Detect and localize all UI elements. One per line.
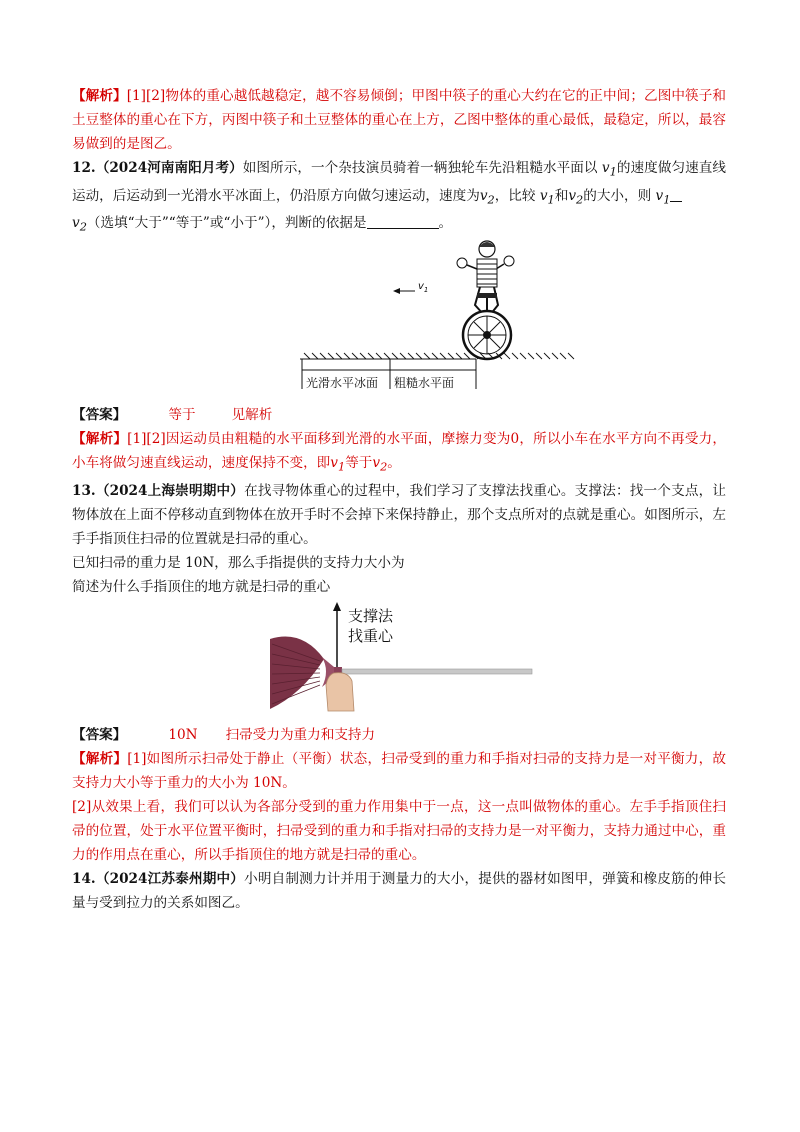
question-number: 12. <box>72 160 96 176</box>
var-sub: 2 <box>79 220 87 235</box>
q12-stem <box>72 156 726 239</box>
analysis-text: [1][2]物体的重心越低越稳定，越不容易倾倒；甲图中筷子的重心大约在它的正中间；乙图中筷子和土豆整体的重心在下方，丙图中筷子和土豆整体的重心在上方，乙图中整体的重心最低，最稳定，所以，最容易做到的是图乙。 <box>72 88 727 152</box>
figure-label: 支撑法 <box>348 606 394 625</box>
document-page <box>72 84 726 915</box>
unicycle-figure <box>72 239 726 399</box>
q13-analysis-1 <box>72 747 726 795</box>
var-sub: 2 <box>380 459 388 474</box>
stem-text: 在找寻物体重心的过程中，我们学习了支撑法找重心。支撑法：找一个支点，让物体放在上面不停移动直到物体在放开手时不会掉下来保持静止，那个支点所对的点就是重心。如图所示，左手手指顶住扫帚的位置就是扫帚的重心。 <box>72 482 726 547</box>
answer-tag: 【答案】 <box>72 407 127 424</box>
stem-part: 。 <box>438 215 453 232</box>
q13-line2: 简述为什么手指顶住的地方就是扫帚的重心 <box>72 578 331 595</box>
broom-figure <box>72 599 726 719</box>
var-v: v <box>655 187 664 204</box>
q12-answer <box>72 403 726 427</box>
stem-text: 小明自制测力计并用于测量力的大小，提供的器材如图甲，弹簧和橡皮筋的伸长量与受到拉力的关系如图乙。 <box>72 870 726 911</box>
ground-hatch <box>304 353 574 359</box>
stem-part: 的速度做匀速直线运动，后运动到一光滑水平冰面上，仍沿原方向做匀速运动，速度为 <box>72 160 726 204</box>
var-sub: 1 <box>609 164 617 179</box>
var-sub: 2 <box>576 192 584 207</box>
analysis-text: [1][2]因运动员由粗糙的水平面移到光滑的水平面，摩擦力变为0，所以小车在水平方向不再受力，小车将做匀速直线运动，速度保持不变，即 <box>72 431 726 472</box>
analysis-tag: 【解析】 <box>72 750 128 767</box>
rough-surface-label: 粗糙水平面 <box>394 376 455 391</box>
broom-icon <box>270 636 532 709</box>
var-v: v <box>568 187 577 204</box>
svg-text:v1 <box>418 281 428 294</box>
answer-tag: 【答案】 <box>72 726 127 743</box>
q11-analysis <box>72 84 726 156</box>
var-v: v <box>539 187 548 204</box>
var-v: v <box>330 455 338 472</box>
var-v: v <box>372 455 381 472</box>
stem-part: 如图所示，一个杂技演员骑着一辆独轮车先沿粗糙水平面以 <box>242 160 602 176</box>
var-v: v <box>72 215 80 232</box>
figure-label: 找重心 <box>348 626 394 645</box>
question-number: 13. <box>72 482 96 499</box>
broom-figure-svg <box>72 599 726 719</box>
var-sub: 1 <box>337 459 346 474</box>
arrow-label: v <box>418 281 424 293</box>
q13-answer <box>72 723 726 747</box>
stem-part: 和 <box>554 187 569 204</box>
var-v: v <box>601 160 610 176</box>
answer-blank[interactable] <box>670 187 682 202</box>
ball-icon <box>504 256 514 266</box>
answer-value: 等于 <box>168 407 196 424</box>
answer-value: 扫帚受力为重力和支持力 <box>225 726 376 743</box>
var-sub: 1 <box>663 192 671 207</box>
analysis-tag: 【解析】 <box>72 88 127 104</box>
wheel-icon <box>463 311 511 359</box>
analysis-tag: 【解析】 <box>72 431 128 448</box>
torso <box>477 259 497 287</box>
analysis-text: [1]如图所示扫帚处于静止（平衡）状态，扫帚受到的重力和手指对扫帚的支持力是一对平衡力，故支持力大小等于重力的大小为 10N。 <box>72 750 726 791</box>
q12-analysis <box>72 427 726 479</box>
var-sub: 2 <box>487 192 495 207</box>
q13-line1: 已知扫帚的重力是 10N，那么手指提供的支持力大小为 <box>72 554 405 571</box>
ball-icon <box>457 258 467 268</box>
unicycle-figure-svg <box>72 239 726 399</box>
stem-part: 的大小，则 <box>583 187 656 204</box>
ice-surface-label: 光滑水平冰面 <box>306 376 379 391</box>
question-source: （2024河南南阳月考） <box>95 160 243 176</box>
hand-icon <box>326 673 354 711</box>
answer-value: 10N <box>168 726 198 743</box>
q14-stem <box>72 867 726 915</box>
question-source: （2024江苏泰州期中） <box>95 870 245 887</box>
stem-part: ，比较 <box>494 187 540 204</box>
analysis-text: 。 <box>387 455 401 472</box>
var-sub: 1 <box>547 192 555 207</box>
arrow-label-sub: 1 <box>423 286 429 295</box>
q13-analysis-2: [2]从效果上看，我们可以认为各部分受到的重力作用集中于一点，这一点叫做物体的重心。左手手指顶住扫帚的位置，处于水平位置平衡时，扫帚受到的重力和手指对扫帚的支持力是一对平衡力，支持力通过中心，重力的作用点在重心，所以手指顶住的地方就是扫帚的重心。 <box>72 798 726 863</box>
question-number: 14. <box>72 870 96 887</box>
question-source: （2024上海崇明期中） <box>95 482 245 499</box>
q13-stem <box>72 479 726 551</box>
answer-blank[interactable] <box>367 214 439 229</box>
var-v: v <box>479 187 488 204</box>
answer-value: 见解析 <box>231 407 273 424</box>
analysis-text: 等于 <box>345 455 373 472</box>
stem-part: （选填“大于”“等于”或“小于”），判断的依据是 <box>86 215 367 232</box>
